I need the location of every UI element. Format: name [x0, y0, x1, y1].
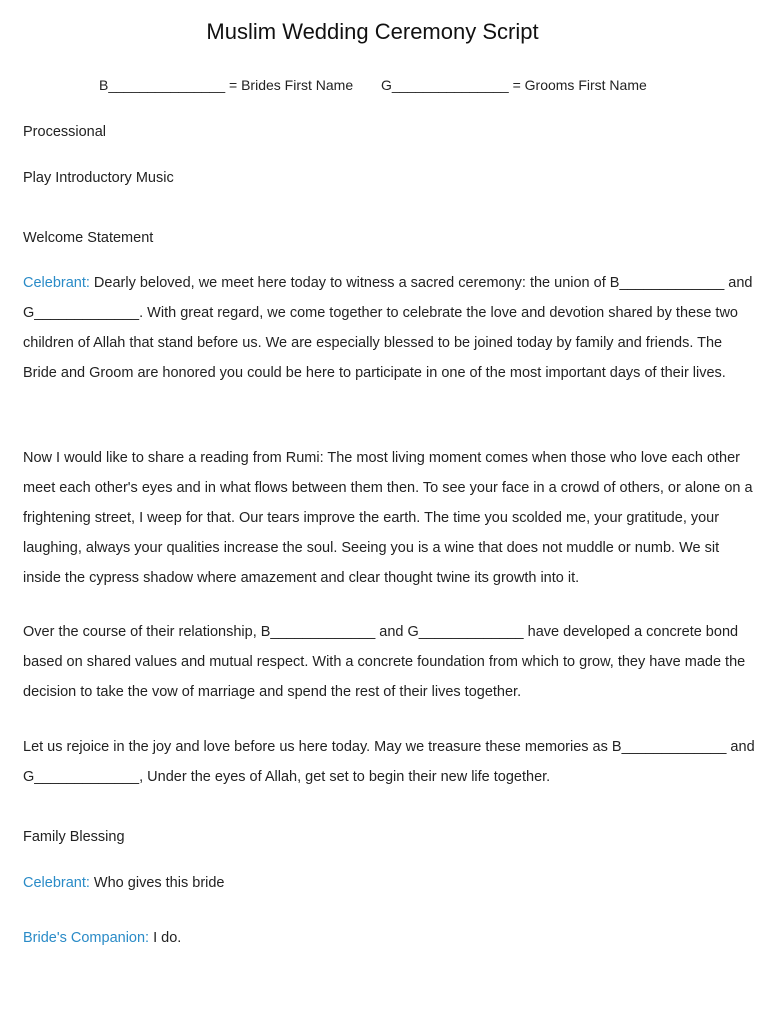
welcome-heading: Welcome Statement	[23, 230, 154, 246]
family-question-text: Who gives this bride	[89, 875, 225, 891]
companion-answer-line	[23, 930, 181, 946]
relationship-paragraph: Over the course of their relationship, B_____________ and G_____________ have developed a concrete bond based on shared values and mutual respect. With a concrete foundation from which to grow, they have made the decision to take the vow of marriage and spend the rest of their lives together.	[23, 624, 746, 700]
speaker-label: Celebrant:	[23, 275, 90, 291]
rejoice-paragraph: Let us rejoice in the joy and love before us here today. May we treasure these memories as B_____________ and G_____________, Under the eyes of Allah, get set to begin their new life together.	[23, 739, 755, 785]
speaker-label: Celebrant:	[23, 875, 90, 891]
rumi-paragraph: Now I would like to share a reading from Rumi: The most living moment comes when those who love each other meet each other's eyes and in what flows between them then. To see your face in a crowd of others, or alone on a frightening street, I weep for that. Our tears improve the earth. The time you scolded me, your gratitude, your laughing, always your qualities increase the soul. Seeing you is a wine that does not muddle or numb. We sit inside the cypress shadow where amazement and clear thought twine its growth into it.	[23, 450, 753, 586]
welcome-paragraph	[23, 268, 758, 388]
companion-answer-text: I do.	[149, 930, 182, 946]
groom-name-legend: G_______________ = Grooms First Name	[381, 77, 647, 93]
document-title: Muslim Wedding Ceremony Script	[206, 19, 539, 44]
bride-name-legend: B_______________ = Brides First Name	[99, 77, 354, 93]
speaker-label: Bride's Companion:	[23, 930, 150, 946]
welcome-text: Dearly beloved, we meet here today to witness a sacred ceremony: the union of B_____________ and G_____________. With great regard, we come together to celebrate the love and devotion shared by these two children of Allah that stand before us. We are especially blessed to be joined today by family and friends. The Bride and Groom are honored you could be here to participate in one of the most important days of their lives.	[23, 275, 753, 381]
introductory-music-line: Play Introductory Music	[23, 170, 174, 186]
family-question-line	[23, 875, 225, 891]
family-blessing-heading: Family Blessing	[23, 829, 125, 845]
processional-heading: Processional	[23, 124, 107, 140]
